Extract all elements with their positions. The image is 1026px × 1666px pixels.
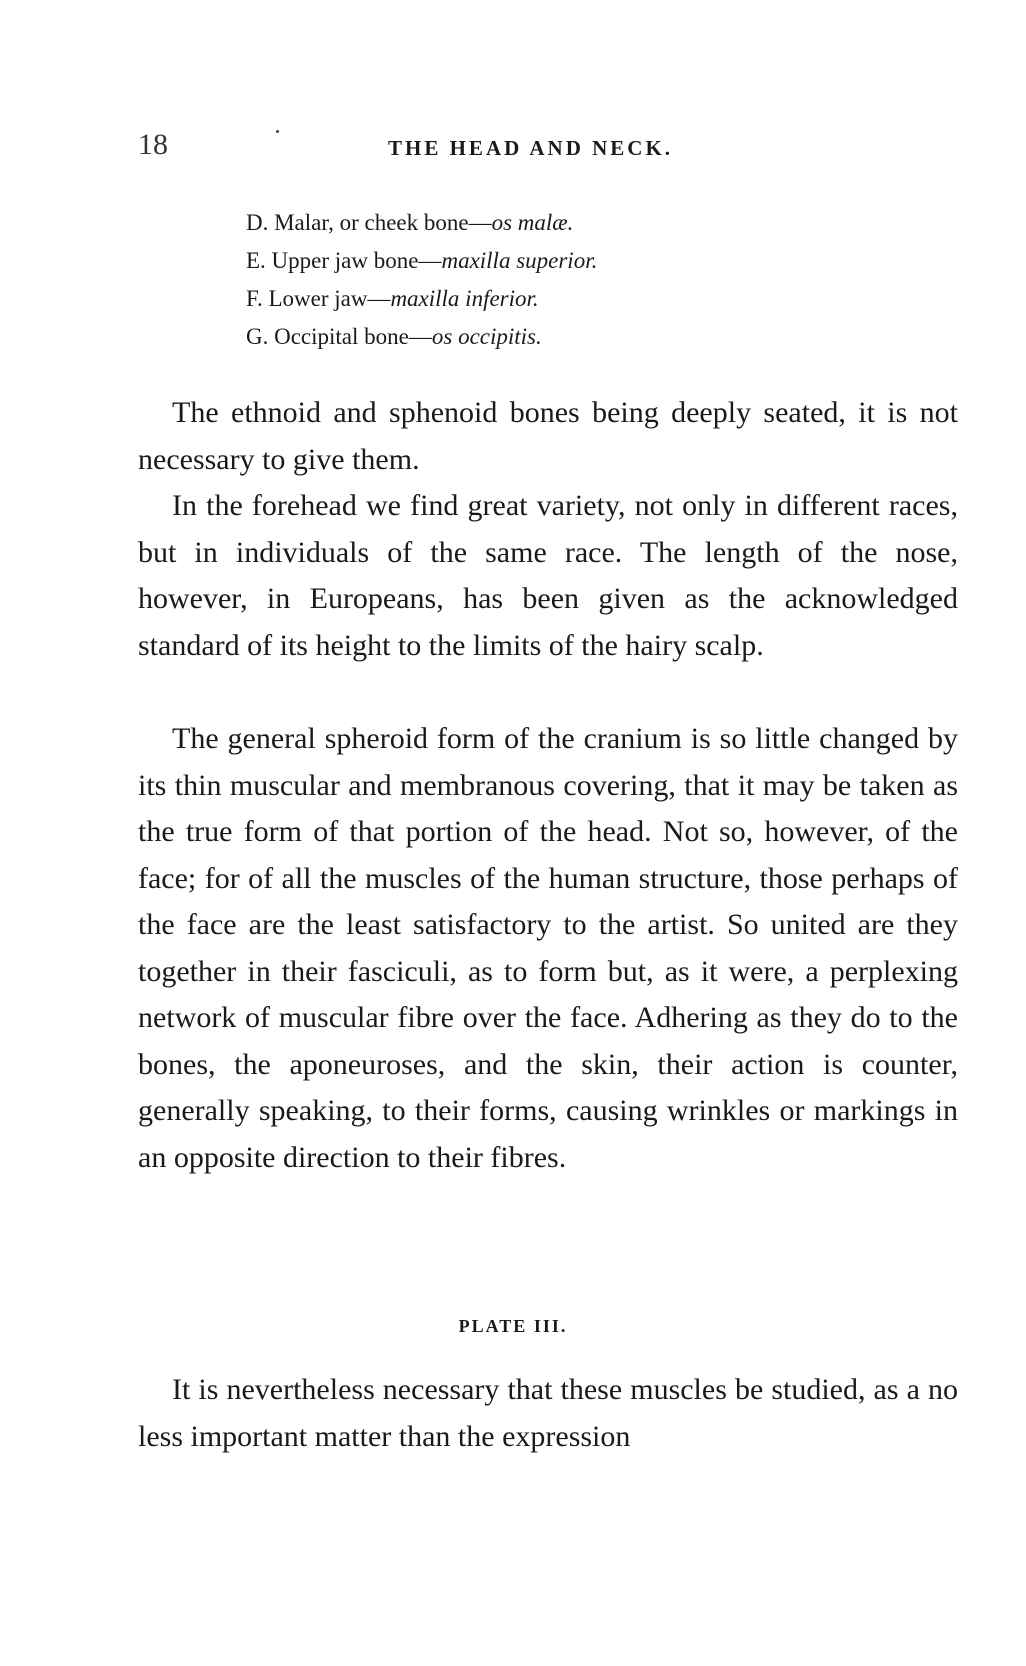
legend-item-e [246,242,597,280]
legend-label: G. Occipital bone— [246,324,432,349]
legend-latin: maxilla inferior. [390,286,539,311]
running-head [138,128,958,168]
plate-heading: PLATE III. [458,1316,568,1336]
paragraph-cranium: The general spheroid form of the cranium is so little changed by its thin muscular and membranous covering, that it may be taken as the true form of that portion of the head. Not so, however, of the face; for of all the muscles of the human structure, those perhaps of the face are the least satisfactory to the artist. So united are they together in their fasciculi, as to form but, as it were, a perplexing network of muscular fibre over the face. Adhering as they do to the bones, the aponeuroses, and the skin, their action is counter, generally speaking, to their forms, causing wrinkles or markings in an opposite direction to their fibres. [138,722,958,1174]
paragraph-muscles: It is nevertheless necessary that these muscles be studied, as a no less important matter than the expression [138,1373,958,1453]
legend-item-g [246,318,597,356]
legend-latin: os malæ. [491,210,574,235]
legend-label: F. Lower jaw— [246,286,391,311]
paragraph-ethnoid: The ethnoid and sphenoid bones being deeply seated, it is not necessary to give them. [138,396,958,476]
ink-speck [276,130,279,133]
legend-item-f [246,280,597,318]
legend-latin: maxilla superior. [441,248,598,273]
legend-label: E. Upper jaw bone— [246,248,442,273]
legend-latin: os occipitis. [431,324,542,349]
paragraph-forehead: In the forehead we find great variety, not only in different races, but in individuals of the same race. The length of the nose, however, in Europeans, has been given as the acknowledged standard of its height to the limits of the hairy scalp. [138,489,958,662]
legend-item-d [246,204,597,242]
page-number: 18 [138,128,168,161]
running-title: THE HEAD AND NECK. [388,136,674,160]
bone-legend [246,204,597,356]
legend-label: D. Malar, or cheek bone— [246,210,492,235]
